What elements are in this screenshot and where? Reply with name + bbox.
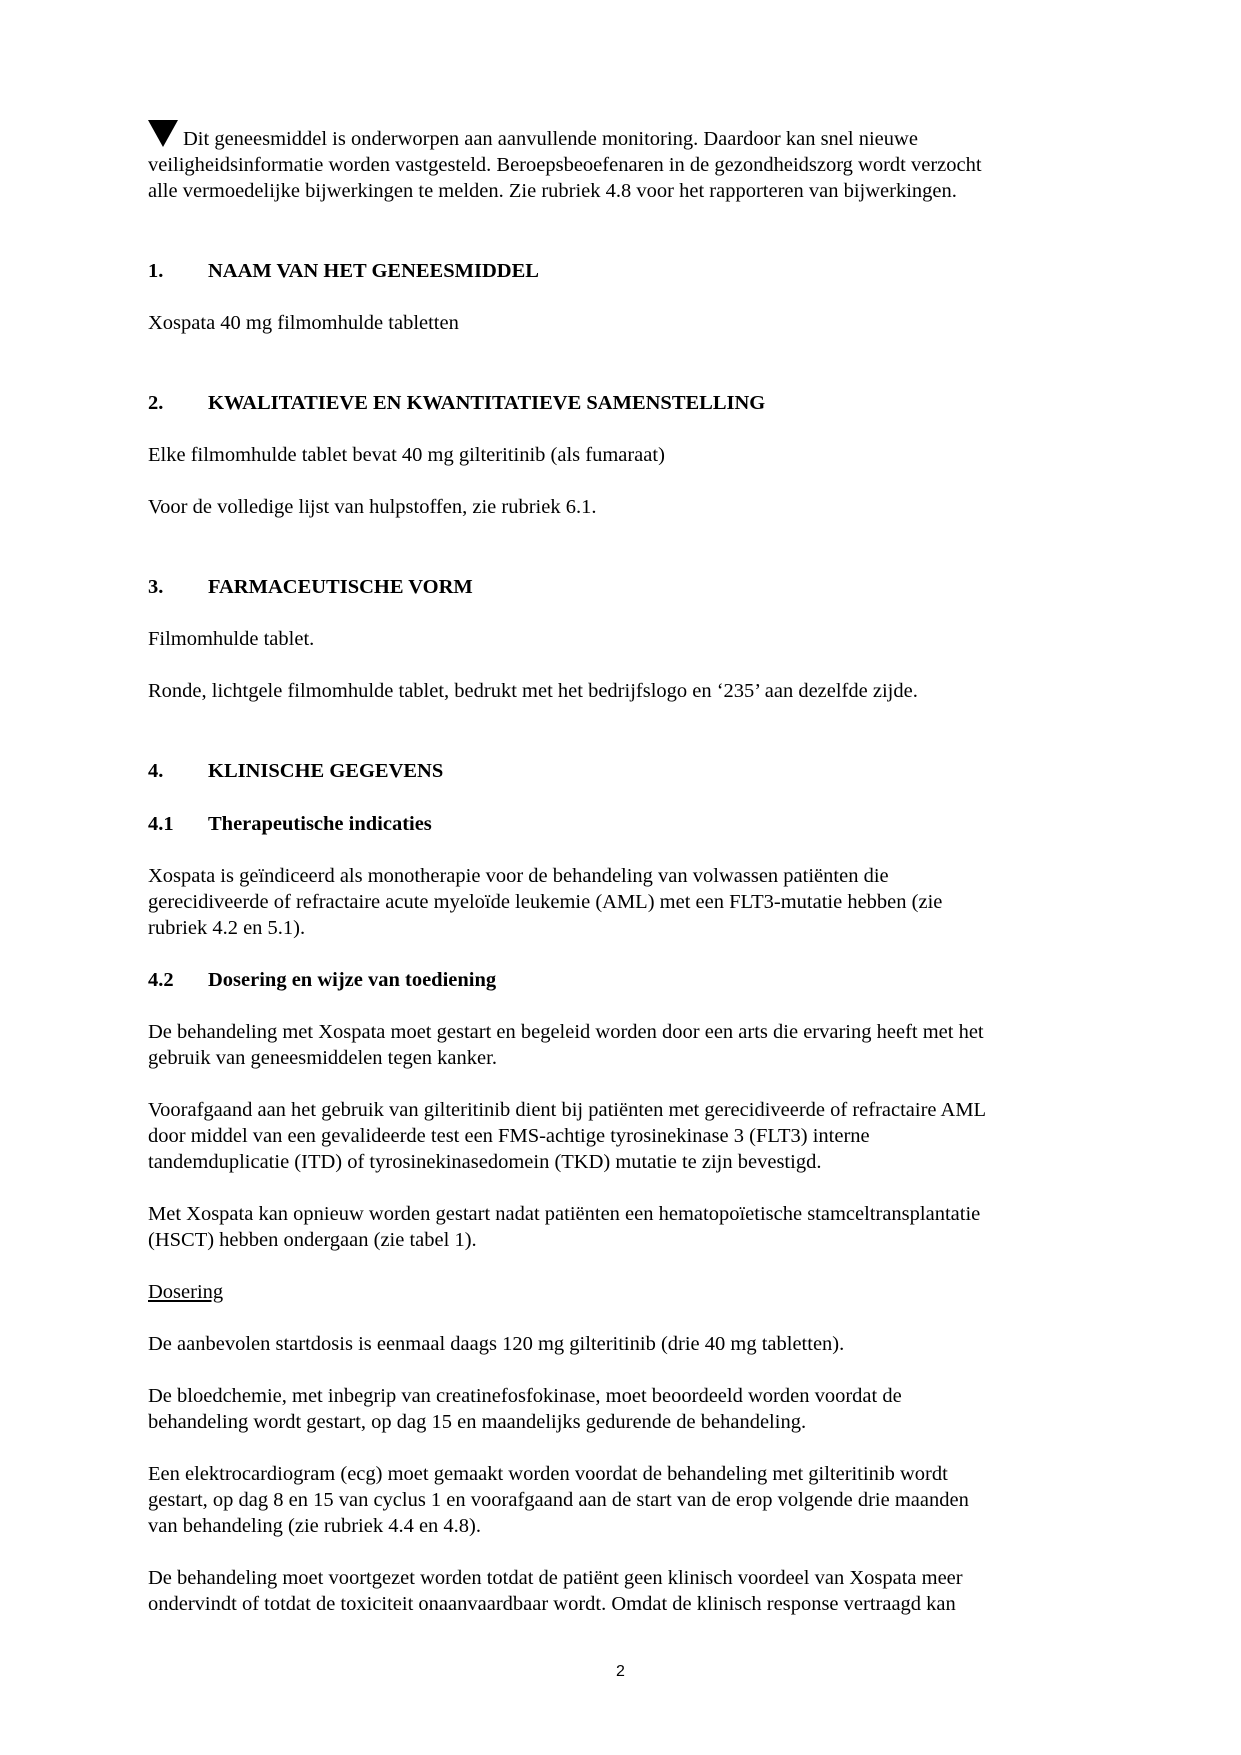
monitoring-text-line-2: veiligheidsinformatie worden vastgesteld. Beroepsbeoefenaren in de gezondheidszorg wordt verzocht — [148, 154, 982, 176]
section-2-paragraph-1: Elke filmomhulde tablet bevat 40 mg gilteritinib (als fumaraat) — [148, 444, 665, 466]
section-4-1-line-1: Xospata is geïndiceerd als monotherapie voor de behandeling van volwassen patiënten die — [148, 865, 889, 887]
section-4-2-p6-line-2: gestart, op dag 8 en 15 van cyclus 1 en voorafgaand aan de start van de erop volgende drie maanden — [148, 1489, 969, 1511]
section-4-1-heading: Therapeutische indicaties — [208, 813, 432, 835]
section-4-2-p6-line-1: Een elektrocardiogram (ecg) moet gemaakt worden voordat de behandeling met gilteritinib wordt — [148, 1463, 948, 1485]
section-1-text: Xospata 40 mg filmomhulde tabletten — [148, 312, 459, 334]
section-4-2-p4: De aanbevolen startdosis is eenmaal daags 120 mg gilteritinib (drie 40 mg tabletten). — [148, 1333, 845, 1355]
section-4-2-p1-line-1: De behandeling met Xospata moet gestart en begeleid worden door een arts die ervaring heeft met het — [148, 1021, 984, 1043]
section-3-number: 3. — [148, 576, 164, 598]
section-4-2-number: 4.2 — [148, 969, 174, 991]
section-4-2-p2-line-2: door middel van een gevalideerde test een FMS-achtige tyrosinekinase 3 (FLT3) interne — [148, 1125, 870, 1147]
section-4-2-p7-line-2: ondervindt of totdat de toxiciteit onaanvaardbaar wordt. Omdat de klinisch response vertraagd kan — [148, 1593, 956, 1615]
section-3-paragraph-1: Filmomhulde tablet. — [148, 628, 315, 650]
section-4-number: 4. — [148, 760, 164, 782]
section-2-number: 2. — [148, 392, 164, 414]
section-4-heading: KLINISCHE GEGEVENS — [208, 760, 444, 782]
section-4-2-p6-line-3: van behandeling (zie rubriek 4.4 en 4.8). — [148, 1515, 482, 1537]
section-3-paragraph-2: Ronde, lichtgele filmomhulde tablet, bedrukt met het bedrijfslogo en ‘235’ aan dezelfde zijde. — [148, 680, 918, 702]
section-4-2-p2-line-1: Voorafgaand aan het gebruik van gilteritinib dient bij patiënten met gerecidiveerde of refractaire AML — [148, 1099, 987, 1121]
section-1-number: 1. — [148, 260, 164, 282]
page-number: 2 — [616, 1663, 625, 1680]
section-4-1-line-3: rubriek 4.2 en 5.1). — [148, 917, 306, 939]
section-3-heading: FARMACEUTISCHE VORM — [208, 576, 473, 598]
section-4-2-p2-line-3: tandemduplicatie (ITD) of tyrosinekinasedomein (TKD) mutatie te zijn bevestigd. — [148, 1151, 822, 1173]
section-4-2-p5-line-2: behandeling wordt gestart, op dag 15 en maandelijks gedurende de behandeling. — [148, 1411, 807, 1433]
black-triangle-icon — [148, 120, 178, 147]
section-4-2-heading: Dosering en wijze van toediening — [208, 969, 497, 991]
section-2-paragraph-2: Voor de volledige lijst van hulpstoffen, zie rubriek 6.1. — [148, 496, 597, 518]
dosering-subheading: Dosering — [148, 1281, 224, 1303]
section-4-1-line-2: gerecidiveerde of refractaire acute myeloïde leukemie (AML) met een FLT3-mutatie hebben (zie — [148, 891, 943, 913]
section-4-2-p1-line-2: gebruik van geneesmiddelen tegen kanker. — [148, 1047, 497, 1069]
section-4-2-p7-line-1: De behandeling moet voortgezet worden totdat de patiënt geen klinisch voordeel van Xospata meer — [148, 1567, 963, 1589]
section-4-1-number: 4.1 — [148, 813, 174, 835]
section-4-2-p5-line-1: De bloedchemie, met inbegrip van creatinefosfokinase, moet beoordeeld worden voordat de — [148, 1385, 902, 1407]
section-2-heading: KWALITATIEVE EN KWANTITATIEVE SAMENSTELLING — [208, 392, 766, 414]
section-1-heading: NAAM VAN HET GENEESMIDDEL — [208, 260, 539, 282]
monitoring-text-line-1: Dit geneesmiddel is onderworpen aan aanvullende monitoring. Daardoor kan snel nieuwe — [183, 128, 918, 150]
section-4-2-p3-line-1: Met Xospata kan opnieuw worden gestart nadat patiënten een hematopoïetische stamceltransplantatie — [148, 1203, 981, 1225]
section-4-2-p3-line-2: (HSCT) hebben ondergaan (zie tabel 1). — [148, 1229, 477, 1251]
monitoring-text-line-3: alle vermoedelijke bijwerkingen te melden. Zie rubriek 4.8 voor het rapporteren van bijwerkingen. — [148, 180, 957, 202]
